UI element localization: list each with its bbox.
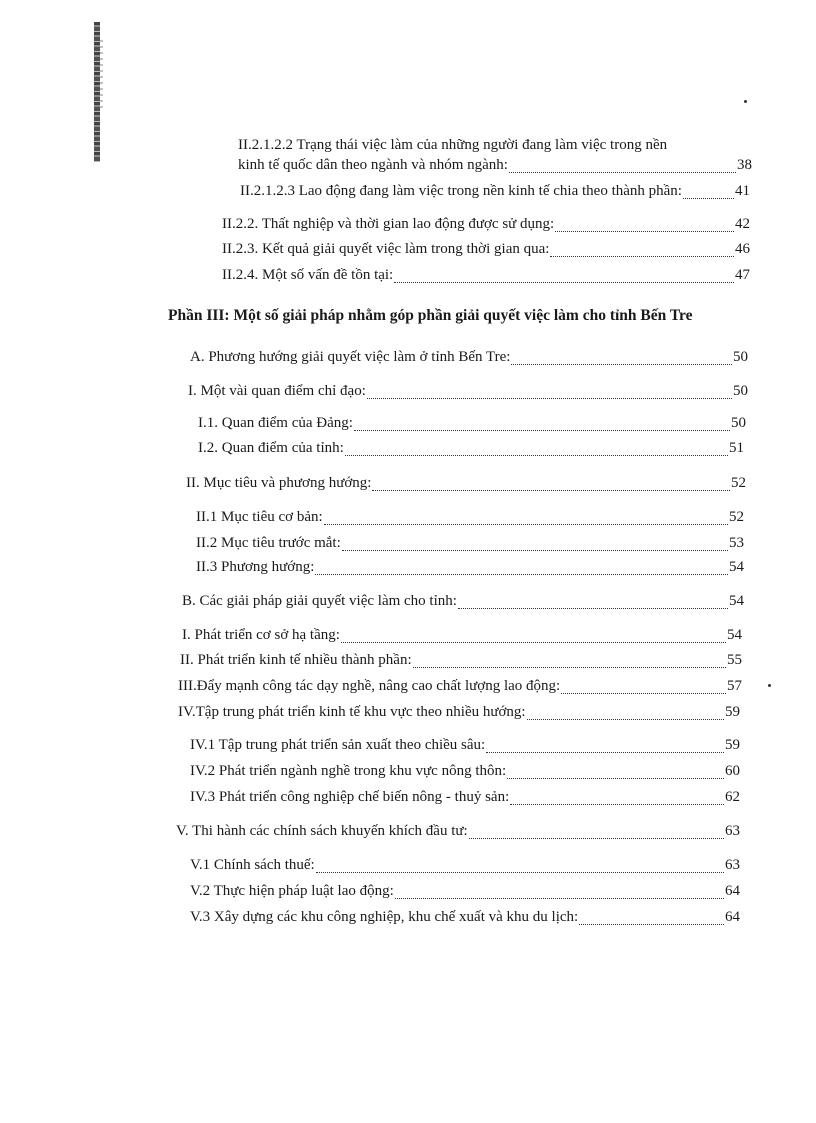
toc-entry[interactable]: [178, 703, 740, 721]
toc-entry[interactable]: [190, 882, 740, 900]
toc-entry[interactable]: [190, 348, 748, 366]
dot-leader: [316, 862, 724, 873]
dot-leader: [394, 272, 734, 283]
toc-page-number: 63: [725, 857, 740, 873]
toc-entry-title: II.2 Mục tiêu trước mắt:: [196, 535, 341, 551]
toc-page-number: 54: [729, 559, 744, 575]
toc-page-number: 59: [725, 737, 740, 753]
toc-page-number: 55: [727, 652, 742, 668]
dot-leader: [315, 564, 728, 575]
dot-leader: [507, 768, 724, 779]
dot-leader: [458, 598, 728, 609]
toc-page-number: 60: [725, 763, 740, 779]
toc-entry[interactable]: [188, 382, 748, 400]
toc-entry[interactable]: [182, 626, 742, 644]
toc-page-number: 64: [725, 909, 740, 925]
toc-page-number: 47: [735, 267, 750, 283]
toc-entry-title: V.1 Chính sách thuế:: [190, 857, 315, 873]
toc-entry[interactable]: [198, 414, 746, 432]
toc-entry-title: IV.3 Phát triển công nghiệp chế biến nông - thuỷ sản:: [190, 789, 510, 805]
toc-entry-title: I.2. Quan điểm của tỉnh:: [198, 440, 344, 456]
toc-page-number: 63: [725, 823, 740, 839]
dot-leader: [469, 828, 724, 839]
toc-entry-title: I. Một vài quan điểm chỉ đạo:: [188, 383, 366, 399]
part-heading: Phần III: Một số giải pháp nhằm góp phần giải quyết việc làm cho tỉnh Bến Tre: [168, 307, 693, 324]
dot-leader: [550, 246, 734, 257]
toc-entry-title: II.1 Mục tiêu cơ bản:: [196, 509, 323, 525]
toc-entry[interactable]: [176, 822, 740, 840]
toc-entry[interactable]: [190, 856, 740, 874]
toc-page-number: 54: [729, 593, 744, 609]
toc-entry-title: II. Phát triển kinh tế nhiều thành phần:: [180, 652, 412, 668]
toc-entry-title: II.2.2. Thất nghiệp và thời gian lao động được sử dụng:: [222, 216, 555, 232]
dot-leader: [367, 388, 732, 399]
dot-leader: [579, 914, 724, 925]
dot-leader: [561, 683, 726, 694]
dot-leader: [413, 657, 726, 668]
dot-leader: [486, 742, 724, 753]
dot-leader: [555, 221, 734, 232]
toc-page-number: 51: [729, 440, 744, 456]
dot-leader: [527, 709, 724, 720]
toc-entry[interactable]: [222, 215, 750, 233]
toc-entry-title: V. Thi hành các chính sách khuyến khích đầu tư:: [176, 823, 468, 839]
toc-page-number: 50: [733, 383, 748, 399]
toc-entry[interactable]: [240, 182, 750, 200]
toc-page-number: 59: [725, 704, 740, 720]
dot-leader: [342, 540, 728, 551]
toc-page-number: 50: [731, 415, 746, 431]
toc-entry[interactable]: [222, 240, 750, 258]
toc-page-number: 50: [733, 349, 748, 365]
toc-entry[interactable]: [186, 474, 746, 492]
toc-entry-title: II.2.1.2.3 Lao động đang làm việc trong nền kinh tế chia theo thành phần:: [240, 183, 682, 199]
toc-entry-title: V.3 Xây dựng các khu công nghiệp, khu chế xuất và khu du lịch:: [190, 909, 579, 925]
toc-entry-title: kinh tế quốc dân theo ngành và nhóm ngành:: [238, 157, 508, 173]
toc-page-number: 54: [727, 627, 742, 643]
dot-leader: [354, 420, 730, 431]
toc-entry-title: A. Phương hướng giải quyết việc làm ở tỉnh Bến Tre:: [190, 349, 511, 365]
toc-entry-title: B. Các giải pháp giải quyết việc làm cho tỉnh:: [182, 593, 457, 609]
toc-entry[interactable]: [238, 156, 752, 174]
toc-entry-title: II.3 Phương hướng:: [196, 559, 315, 575]
toc-page-number: 46: [735, 241, 750, 257]
toc-page-number: 64: [725, 883, 740, 899]
dot-leader: [511, 354, 732, 365]
toc-page-number: 53: [729, 535, 744, 551]
toc-entry[interactable]: [190, 788, 740, 806]
toc-entry[interactable]: [196, 558, 744, 576]
toc-page-number: 52: [729, 509, 744, 525]
toc-entry[interactable]: [198, 439, 744, 457]
toc-entry[interactable]: [178, 677, 742, 695]
toc-entry-title: I.1. Quan điểm của Đảng:: [198, 415, 353, 431]
toc-page-number: 38: [737, 157, 752, 173]
toc-entry-title: V.2 Thực hiện pháp luật lao động:: [190, 883, 394, 899]
toc-entry-title: IV.1 Tập trung phát triển sản xuất theo chiều sâu:: [190, 737, 486, 753]
toc-entry-title: III.Đẩy mạnh công tác dạy nghề, nâng cao chất lượng lao động:: [178, 678, 561, 694]
toc-entry[interactable]: [196, 534, 744, 552]
toc-entry-title: IV.Tập trung phát triển kinh tế khu vực theo nhiều hướng:: [178, 704, 526, 720]
toc-entry[interactable]: [180, 651, 742, 669]
toc-page-number: 41: [735, 183, 750, 199]
toc-page-number: 57: [727, 678, 742, 694]
dot-leader: [683, 188, 734, 199]
dot-leader: [509, 162, 736, 173]
toc-entry[interactable]: [196, 508, 744, 526]
toc-entry[interactable]: [190, 908, 740, 926]
dot-leader: [341, 632, 726, 643]
toc-entry-title: I. Phát triển cơ sở hạ tầng:: [182, 627, 340, 643]
toc-entry-line1: II.2.1.2.2 Trạng thái việc làm của những người đang làm việc trong nền: [238, 137, 668, 153]
dot-leader: [324, 514, 728, 525]
toc-page-number: 62: [725, 789, 740, 805]
toc-entry-title: II. Mục tiêu và phương hướng:: [186, 475, 372, 491]
toc-entry[interactable]: [182, 592, 744, 610]
toc-entry-title: II.2.4. Một số vấn đề tồn tại:: [222, 267, 394, 283]
toc-entry[interactable]: [190, 762, 740, 780]
toc-page-number: 42: [735, 216, 750, 232]
toc-entry-title: II.2.3. Kết quả giải quyết việc làm trong thời gian qua:: [222, 241, 550, 257]
dot-leader: [372, 480, 730, 491]
toc-entry[interactable]: [222, 266, 750, 284]
toc-entry[interactable]: [190, 736, 740, 754]
dot-leader: [395, 888, 724, 899]
toc-page-number: 52: [731, 475, 746, 491]
toc-entry-title: IV.2 Phát triển ngành nghề trong khu vực nông thôn:: [190, 763, 507, 779]
dot-leader: [345, 445, 728, 456]
dot-leader: [510, 794, 724, 805]
